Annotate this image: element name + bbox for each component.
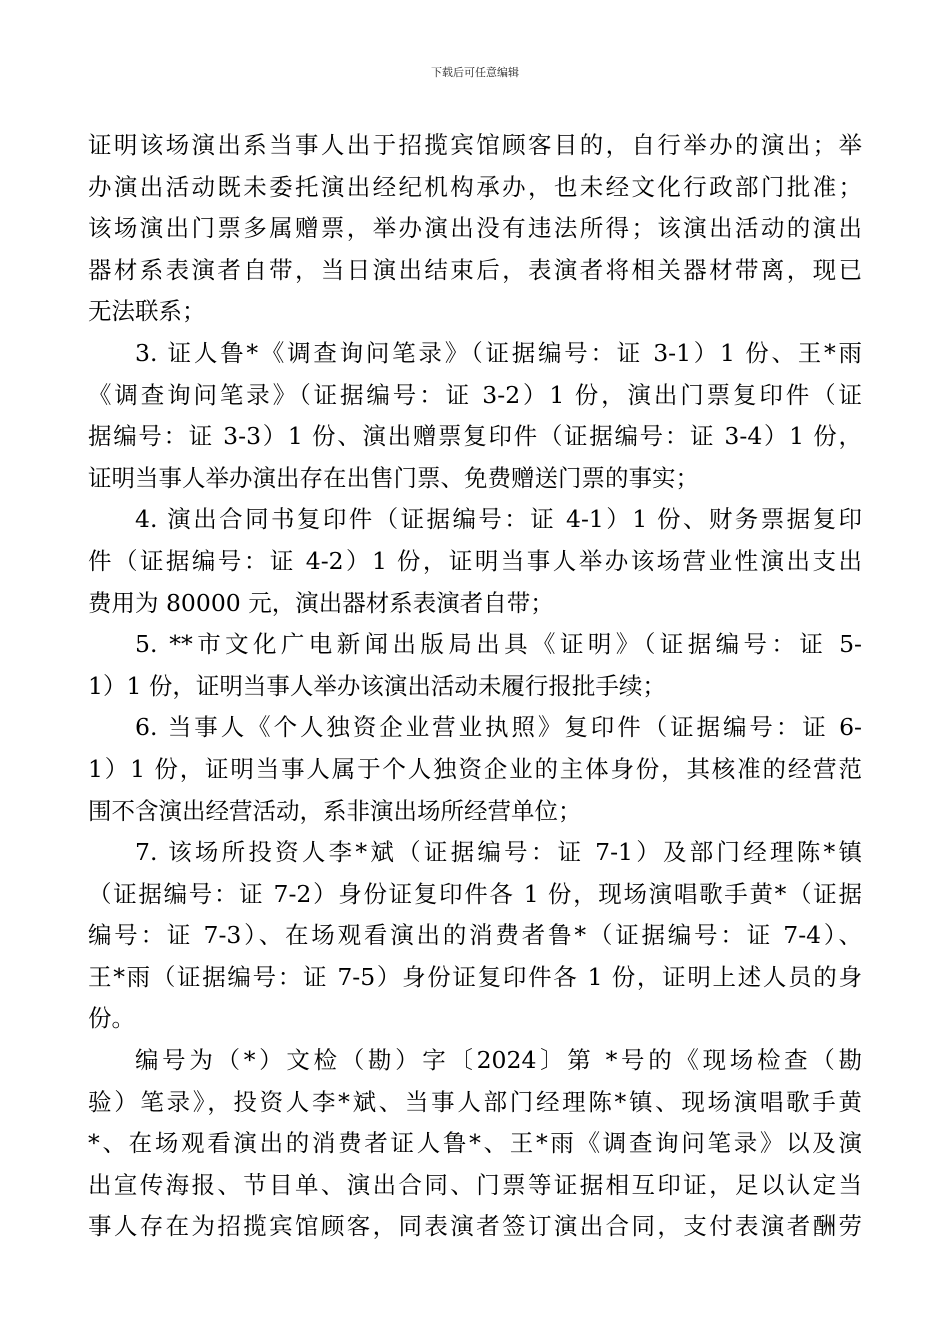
body-line: 围不含演出经营活动，系非演出场所经营单位； bbox=[88, 796, 582, 825]
body-line: *、在场观看演出的消费者证人鲁*、王*雨《调查询问笔录》以及演 bbox=[88, 1129, 862, 1158]
body-line: 编号：证 7-3）、在场观看演出的消费者鲁*（证据编号：证 7-4）、 bbox=[88, 921, 862, 950]
body-line: 验）笔录》，投资人李*斌、当事人部门经理陈*镇、现场演唱歌手黄 bbox=[88, 1087, 862, 1116]
body-line: 5. **市文化广电新闻出版局出具《证明》（证据编号：证 5- bbox=[135, 630, 862, 659]
body-line: 4. 演出合同书复印件（证据编号：证 4-1）1 份、财务票据复印 bbox=[135, 505, 862, 534]
body-line: 费用为 80000 元，演出器材系表演者自带； bbox=[88, 588, 554, 617]
body-line: 编号为（*）文检（勘）字〔2024〕第 *号的《现场检查（勘 bbox=[135, 1046, 862, 1075]
body-line: 件（证据编号：证 4-2）1 份，证明当事人举办该场营业性演出支出 bbox=[88, 546, 862, 575]
body-line: 无法联系； bbox=[88, 297, 206, 326]
body-line: 王*雨（证据编号：证 7-5）身份证复印件各 1 份，证明上述人员的身 bbox=[88, 962, 862, 991]
body-line: 份。 bbox=[88, 1004, 135, 1033]
body-line: 事人存在为招揽宾馆顾客，同表演者签订演出合同，支付表演者酬劳 bbox=[88, 1212, 862, 1241]
body-line: 《调查询问笔录》（证据编号：证 3-2）1 份，演出门票复印件（证 bbox=[88, 380, 862, 409]
body-line: 该场演出门票多属赠票，举办演出没有违法所得；该演出活动的演出 bbox=[88, 214, 862, 243]
body-line: 据编号：证 3-3）1 份、演出赠票复印件（证据编号：证 3-4）1 份， bbox=[88, 422, 862, 451]
body-line: 出宣传海报、节目单、演出合同、门票等证据相互印证，足以认定当 bbox=[88, 1170, 862, 1199]
body-line: 1）1 份，证明当事人属于个人独资企业的主体身份，其核准的经营范 bbox=[88, 754, 862, 783]
body-line: 3. 证人鲁*《调查询问笔录》（证据编号：证 3-1）1 份、王*雨 bbox=[135, 338, 862, 367]
body-line: 证明该场演出系当事人出于招揽宾馆顾客目的，自行举办的演出；举 bbox=[88, 131, 862, 159]
page-header: 下载后可任意编辑 bbox=[431, 66, 519, 79]
document-body bbox=[88, 125, 862, 1248]
body-line: 6. 当事人《个人独资企业营业执照》复印件（证据编号：证 6- bbox=[135, 713, 862, 742]
body-line: 7. 该场所投资人李*斌（证据编号：证 7-1）及部门经理陈*镇 bbox=[135, 838, 862, 867]
body-line: 1）1 份，证明当事人举办该演出活动未履行报批手续； bbox=[88, 671, 666, 700]
body-line: 器材系表演者自带，当日演出结束后，表演者将相关器材带离，现已 bbox=[88, 255, 862, 284]
body-line: 办演出活动既未委托演出经纪机构承办，也未经文化行政部门批准； bbox=[88, 172, 862, 201]
body-line: （证据编号：证 7-2）身份证复印件各 1 份，现场演唱歌手黄*（证据 bbox=[88, 879, 862, 908]
body-line: 证明当事人举办演出存在出售门票、免费赠送门票的事实； bbox=[88, 463, 699, 492]
